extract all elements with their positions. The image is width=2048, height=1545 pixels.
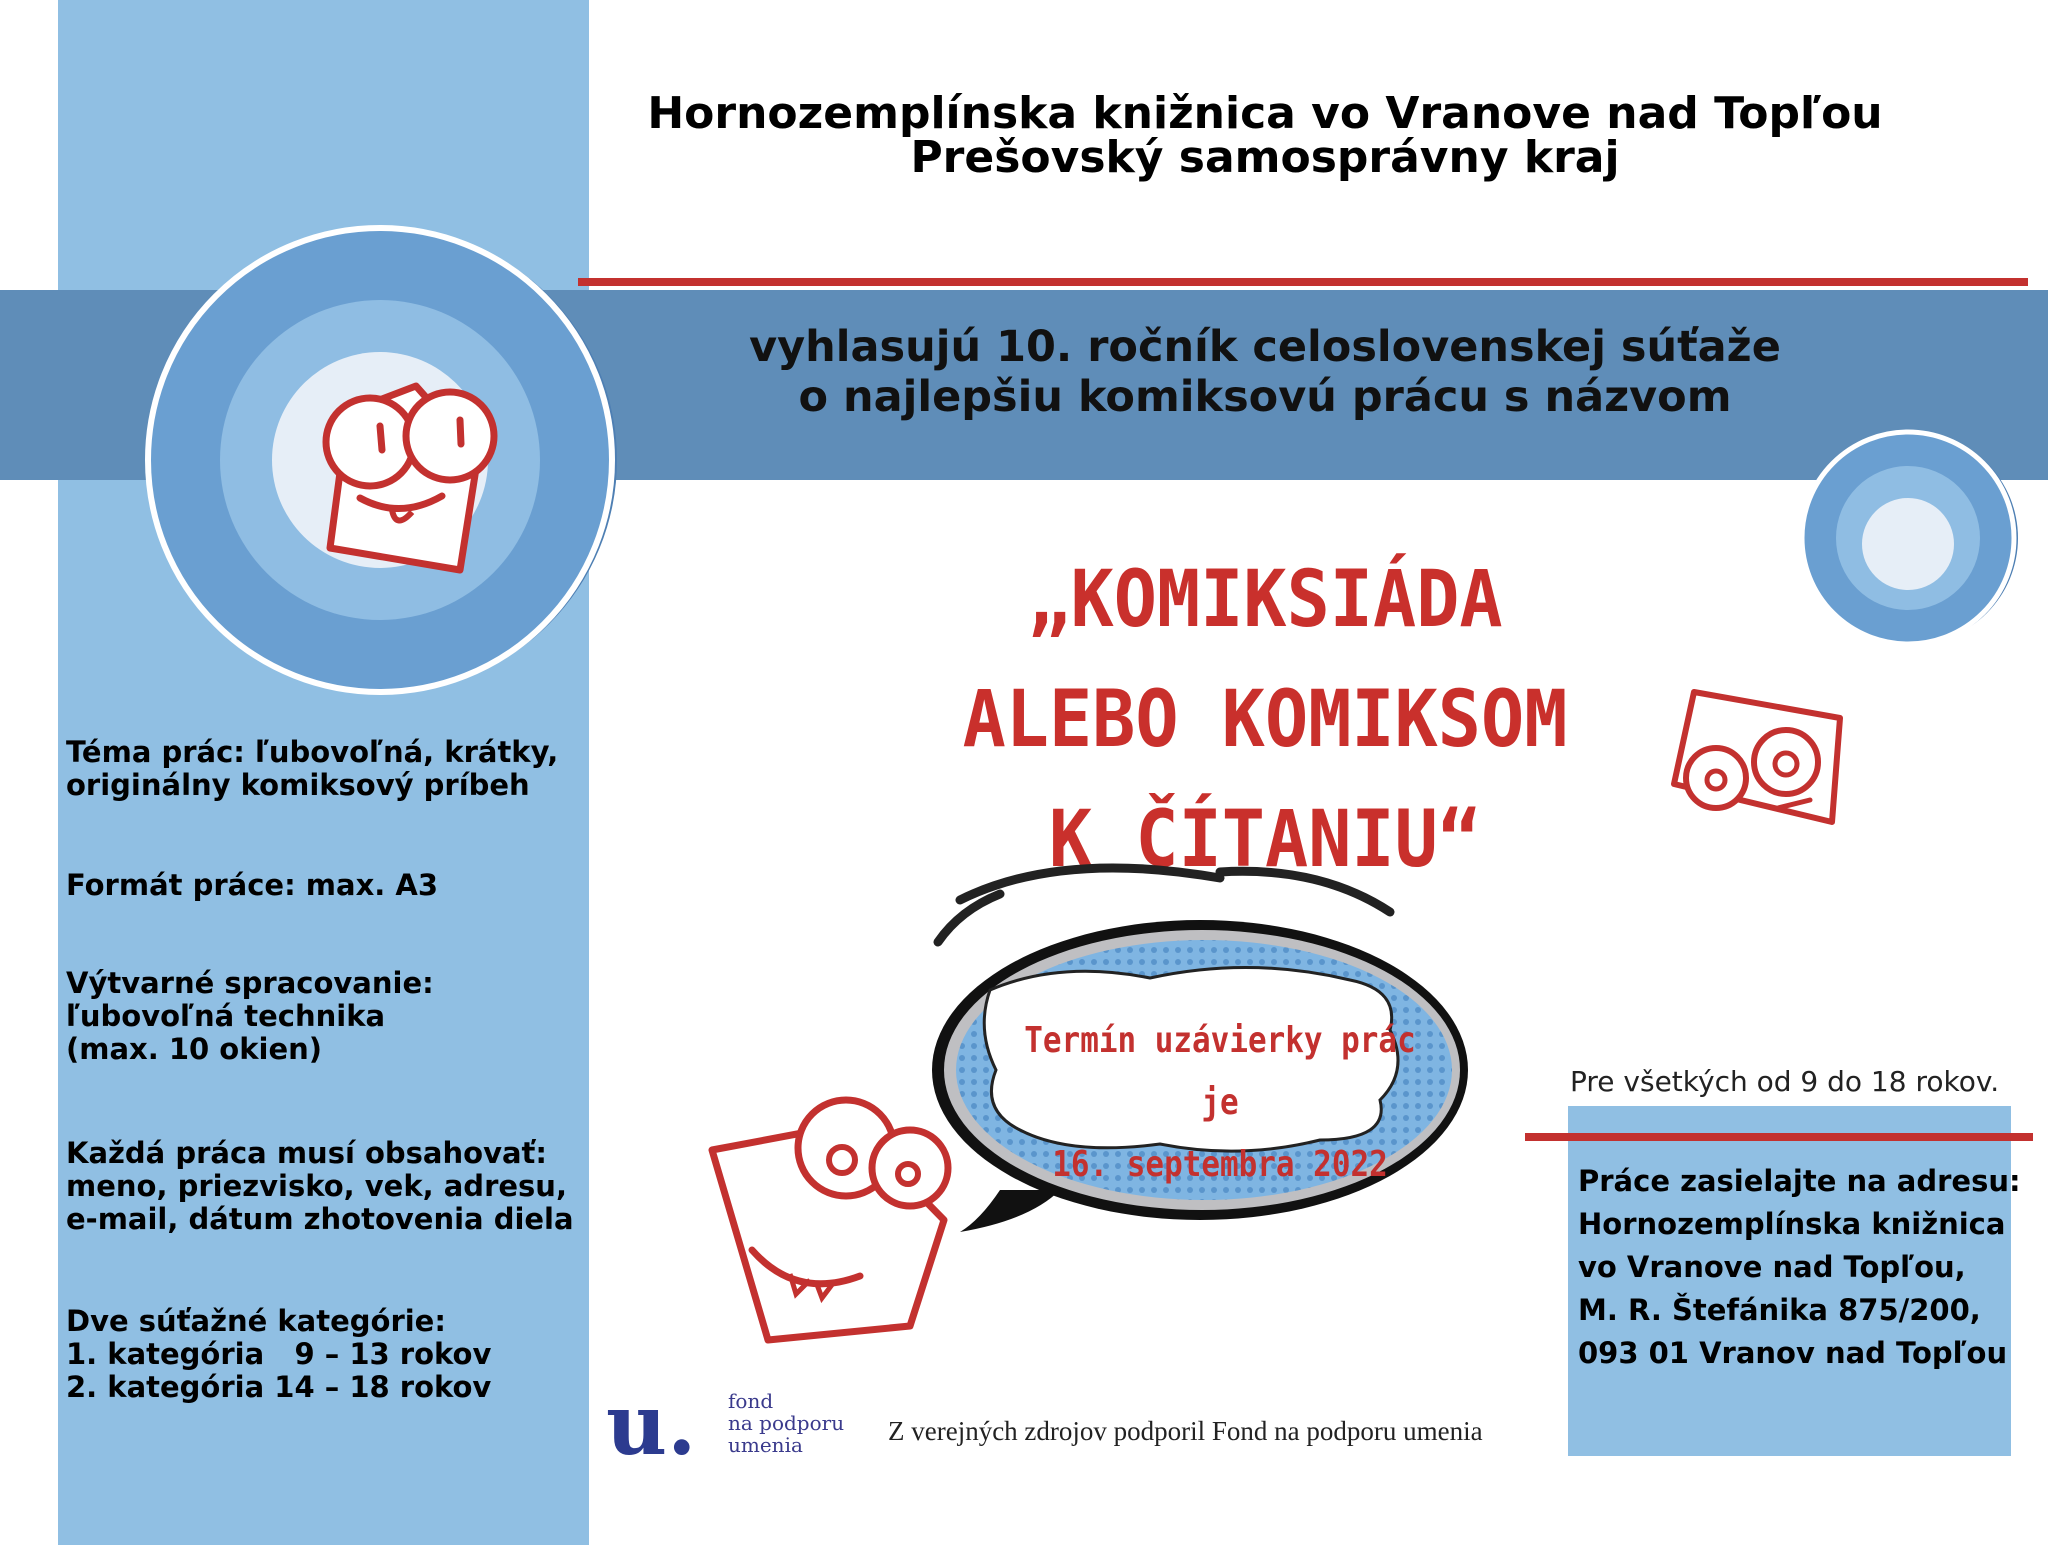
address-line-4: M. R. Štefánika 875/200, (1578, 1293, 1981, 1327)
bottom-red-divider (1525, 1133, 2033, 1141)
right-circles-decoration (1790, 420, 2030, 660)
support-statement: Z verejných zdrojov podporil Fond na podporu umenia (888, 1416, 1483, 1446)
audience-text: Pre všetkých od 9 do 18 rokov. (1570, 1065, 2000, 1098)
fpu-logo-line-3: umenia (728, 1433, 803, 1457)
fpu-logo-line-1: fond (728, 1389, 774, 1413)
deadline-text (1014, 1010, 1427, 1196)
info-format: Formát práce: max. A3 (66, 868, 439, 902)
top-red-divider (578, 278, 2028, 286)
header-line-region: Prešovský samosprávny kraj (910, 132, 1620, 183)
comic-face-right-icon (1660, 680, 1860, 840)
address-line-1: Práce zasielajte na adresu: (1578, 1164, 2021, 1198)
header-organizers (560, 88, 1970, 183)
info-art-technique: Výtvarné spracovanie: ľubovoľná technika (max. 10 okien) (66, 966, 434, 1066)
deadline-line-1: Termín uzávierky prác je (1024, 1020, 1416, 1123)
info-categories: Dve súťažné kategórie: 1. kategória 9 – 13 rokov 2. kategória 14 – 18 rokov (66, 1304, 492, 1404)
address-line-5: 093 01 Vranov nad Topľou (1578, 1336, 2008, 1370)
header-line-library: Hornozemplínska knižnica vo Vranove nad Topľou (647, 88, 1883, 139)
fpu-logo (606, 1386, 726, 1466)
info-required-contents: Každá práca musí obsahovať: meno, priezvisko, vek, adresu, e-mail, dátum zhotovenia diela (66, 1136, 574, 1236)
announcement-line-2: o najlepšiu komiksovú prácu s názvom (798, 372, 1732, 422)
fpu-logo-line-2: na podporu (728, 1411, 845, 1435)
address-line-3: vo Vranove nad Topľou, (1578, 1250, 1966, 1284)
competition-title (764, 540, 1767, 900)
fpu-logo-text (728, 1390, 844, 1456)
title-line-2: ALEBO KOMIKSOM (962, 675, 1568, 765)
fpu-logo-letter: u. (606, 1386, 697, 1466)
comic-face-left-icon (300, 370, 530, 580)
info-theme: Téma prác: ľubovoľná, krátky, originálny komiksový príbeh (66, 735, 559, 802)
deadline-line-2: 16. septembra 2022 (1052, 1144, 1388, 1185)
comic-face-bottom-icon (700, 1090, 960, 1350)
title-line-1: „KOMIKSIÁDA (1027, 555, 1503, 645)
address-line-2: Hornozemplínska knižnica (1578, 1207, 2006, 1241)
title-line-3: K ČÍTANIU“ (1048, 795, 1482, 885)
announcement-text (560, 322, 1970, 422)
address-text (1578, 1160, 2048, 1375)
announcement-line-1: vyhlasujú 10. ročník celoslovenskej súťaže (749, 322, 1781, 372)
